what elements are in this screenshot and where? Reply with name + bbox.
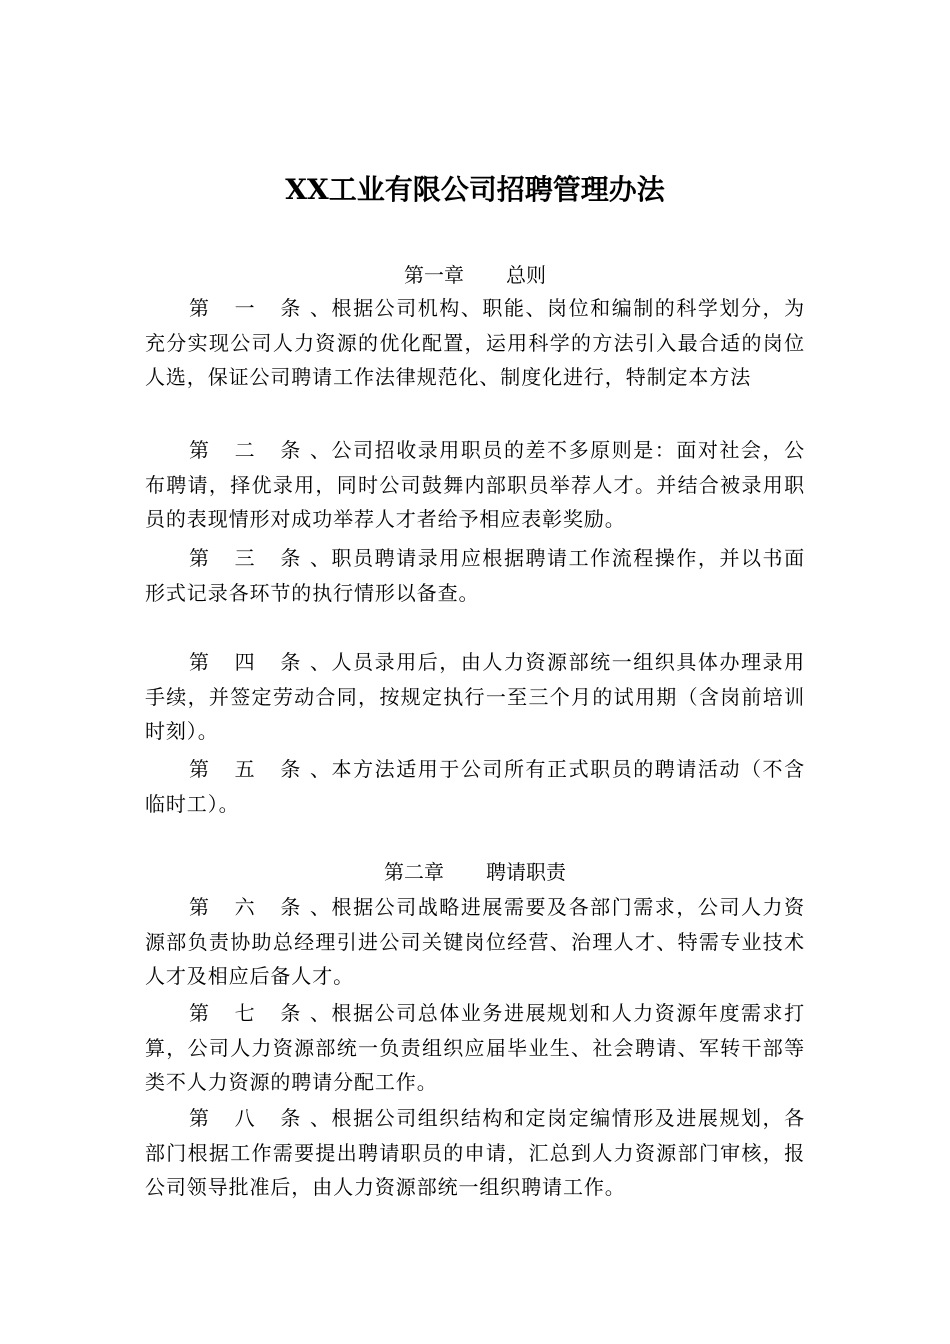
article-4 <box>145 645 805 749</box>
article-number: 第 一 条 <box>189 296 310 320</box>
article-7 <box>145 996 805 1100</box>
article-number: 第 三 条 <box>189 546 310 570</box>
article-number: 第 二 条 <box>189 438 310 462</box>
article-8 <box>145 1101 805 1205</box>
article-text: 、根据公司总体业务进展规划和人力资源年度需求打算，公司人力资源部统一负责组织应届毕业生、社会聘请、军转干部等类不人力资源的聘请分配工作。 <box>145 1001 806 1094</box>
article-1 <box>145 291 805 395</box>
article-number: 第 四 条 <box>189 650 310 674</box>
article-3 <box>145 541 805 610</box>
article-number: 第 五 条 <box>189 757 310 781</box>
article-text: 、本方法适用于公司所有正式职员的聘请活动（不含临时工）。 <box>145 757 806 816</box>
article-text: 、公司招收录用职员的差不多原则是：面对社会，公布聘请，择优录用，同时公司鼓舞内部职员举荐人才。并结合被录用职员的表现情形对成功举荐人才者给予相应表彰奖励。 <box>145 438 806 531</box>
article-text: 、根据公司战略进展需要及各部门需求，公司人力资源部负责协助总经理引进公司关键岗位经营、治理人才、特需专业技术人才及相应后备人才。 <box>145 895 806 988</box>
article-number: 第 六 条 <box>189 895 310 919</box>
document-title: XX工业有限公司招聘管理办法 <box>285 173 665 206</box>
chapter-label: 第一章 <box>404 263 464 287</box>
chapter-name: 聘请职责 <box>486 860 566 884</box>
article-6 <box>145 890 805 994</box>
article-text: 、职员聘请录用应根据聘请工作流程操作，并以书面形式记录各环节的执行情形以备查。 <box>145 546 806 605</box>
article-number: 第 七 条 <box>189 1001 310 1025</box>
article-text: 、人员录用后，由人力资源部统一组织具体办理录用手续，并签定劳动合同，按规定执行一至三个月的试用期（含岗前培训时刻）。 <box>145 650 806 743</box>
chapter-heading-1 <box>0 258 950 292</box>
article-5 <box>145 752 805 821</box>
article-text: 、根据公司组织结构和定岗定编情形及进展规划，各部门根据工作需要提出聘请职员的申请，汇总到人力资源部门审核，报公司领导批准后，由人力资源部统一组织聘请工作。 <box>145 1106 806 1199</box>
article-2 <box>145 433 805 537</box>
chapter-label: 第二章 <box>384 860 444 884</box>
chapter-name: 总则 <box>506 263 546 287</box>
chapter-heading-2 <box>0 855 950 889</box>
article-text: 、根据公司机构、职能、岗位和编制的科学划分，为充分实现公司人力资源的优化配置，运用科学的方法引入最合适的岗位人选，保证公司聘请工作法律规范化、制度化进行，特制定本方法 <box>145 296 806 389</box>
article-number: 第 八 条 <box>189 1106 310 1130</box>
